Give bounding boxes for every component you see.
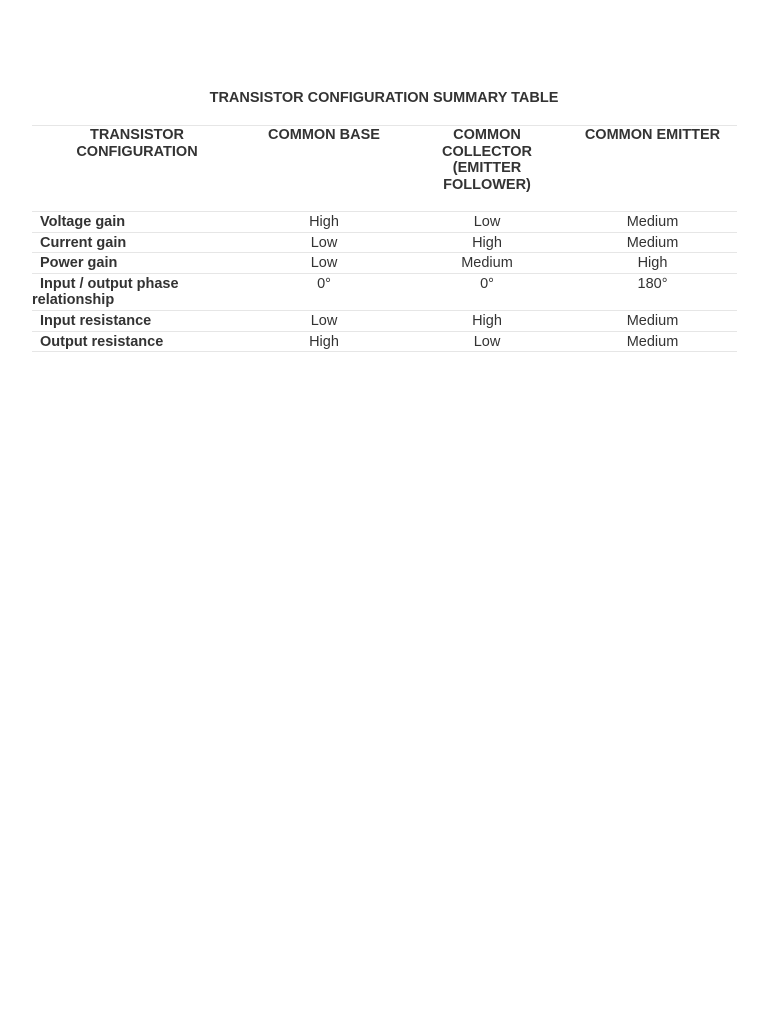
- table-cell: Medium: [626, 312, 679, 329]
- table-cell: High: [472, 234, 502, 251]
- table-cell: Low: [473, 333, 501, 350]
- table-row: [32, 253, 737, 274]
- table-row: [32, 273, 737, 310]
- page-title: TRANSISTOR CONFIGURATION SUMMARY TABLE: [209, 90, 559, 106]
- table-row: [32, 212, 737, 233]
- table-row: [32, 331, 737, 352]
- row-label: Input resistance: [40, 312, 152, 329]
- table-cell: Low: [473, 214, 501, 230]
- header-transistor-configuration: TRANSISTOR CONFIGURATION: [76, 127, 198, 160]
- table-row: [32, 232, 737, 253]
- table-cell: Medium: [461, 255, 513, 272]
- table-header: [32, 126, 737, 212]
- header-row: [32, 126, 737, 212]
- table-cell: Low: [310, 234, 338, 251]
- table-cell: High: [637, 255, 668, 272]
- table-cell: Medium: [626, 214, 679, 230]
- table-cell: High: [309, 333, 339, 350]
- header-common-base: COMMON BASE: [268, 127, 380, 143]
- table-body: [32, 212, 737, 352]
- table-cell: Medium: [626, 234, 679, 251]
- summary-table: [32, 125, 737, 352]
- header-common-emitter: COMMON EMITTER: [584, 127, 721, 143]
- table-cell: 180°: [637, 275, 668, 292]
- table-cell: Low: [310, 255, 338, 272]
- table-cell: High: [472, 312, 502, 329]
- header-common-collector: COMMON COLLECTOR (EMITTER FOLLOWER): [442, 127, 532, 193]
- table-cell: Low: [310, 312, 338, 329]
- table-cell: Medium: [626, 333, 679, 350]
- table-cell: 0°: [317, 275, 331, 292]
- table-row: [32, 310, 737, 331]
- row-label: Current gain: [40, 234, 127, 251]
- row-label: Power gain: [40, 255, 118, 272]
- row-label: Voltage gain: [40, 214, 126, 230]
- row-label: Input / output phase relationship: [32, 275, 179, 309]
- table-cell: High: [309, 214, 339, 230]
- row-label: Output resistance: [40, 333, 164, 350]
- table-cell: 0°: [480, 275, 494, 292]
